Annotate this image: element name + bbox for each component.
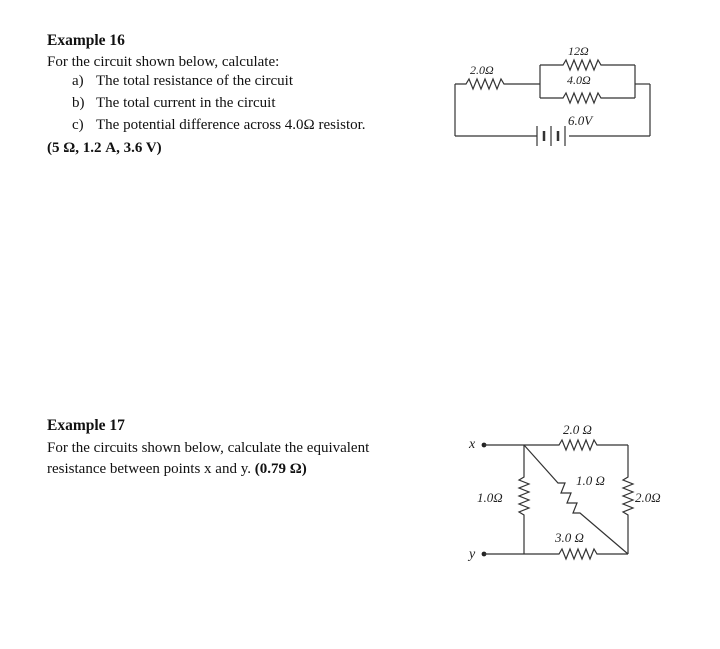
item-label: c) — [72, 117, 84, 133]
resistor-top — [540, 60, 635, 70]
example17-circuit — [455, 412, 685, 587]
example16-circuit — [440, 40, 660, 160]
example17-line2 — [47, 459, 307, 480]
label-r-top: 2.0 Ω — [563, 422, 592, 437]
label-top-resistor: 12Ω — [568, 44, 589, 58]
example16-item-c — [72, 117, 366, 134]
example16-title: Example 16 — [47, 32, 125, 49]
example16-item-b — [72, 95, 276, 112]
label-r-left: 1.0Ω — [477, 490, 503, 505]
resistor-bottom — [484, 549, 628, 559]
example16-intro: For the circuit shown below, calculate: — [47, 54, 280, 70]
example17-line1: For the circuits shown below, calculate the equivalent — [47, 440, 370, 456]
resistor-mid — [540, 93, 635, 103]
item-label: a) — [72, 73, 84, 89]
battery-icon — [537, 126, 565, 146]
example17-question: resistance between points x and y. — [47, 461, 255, 477]
label-r-right: 2.0Ω — [635, 490, 661, 505]
resistor-top — [484, 440, 628, 450]
example16-answer: (5 Ω, 1.2 A, 3.6 V) — [47, 140, 162, 156]
example16-item-a — [72, 73, 293, 90]
label-series-resistor: 2.0Ω — [470, 63, 494, 77]
item-text: The total current in the circuit — [96, 95, 276, 111]
label-r-diag: 1.0 Ω — [576, 473, 605, 488]
label-r-bottom: 3.0 Ω — [555, 530, 584, 545]
resistor-right — [623, 445, 633, 554]
label-point-x: x — [469, 437, 476, 452]
item-text: The potential difference across 4.0Ω resistor. — [96, 117, 366, 133]
label-mid-resistor: 4.0Ω — [567, 73, 591, 87]
example17-answer: (0.79 Ω) — [254, 461, 307, 477]
resistor-series — [455, 79, 540, 89]
label-point-y: y — [469, 547, 476, 562]
example17-title: Example 17 — [47, 417, 125, 434]
resistor-left — [519, 445, 529, 554]
item-label: b) — [72, 95, 85, 111]
item-text: The total resistance of the circuit — [96, 73, 293, 89]
label-battery: 6.0V — [568, 113, 593, 128]
